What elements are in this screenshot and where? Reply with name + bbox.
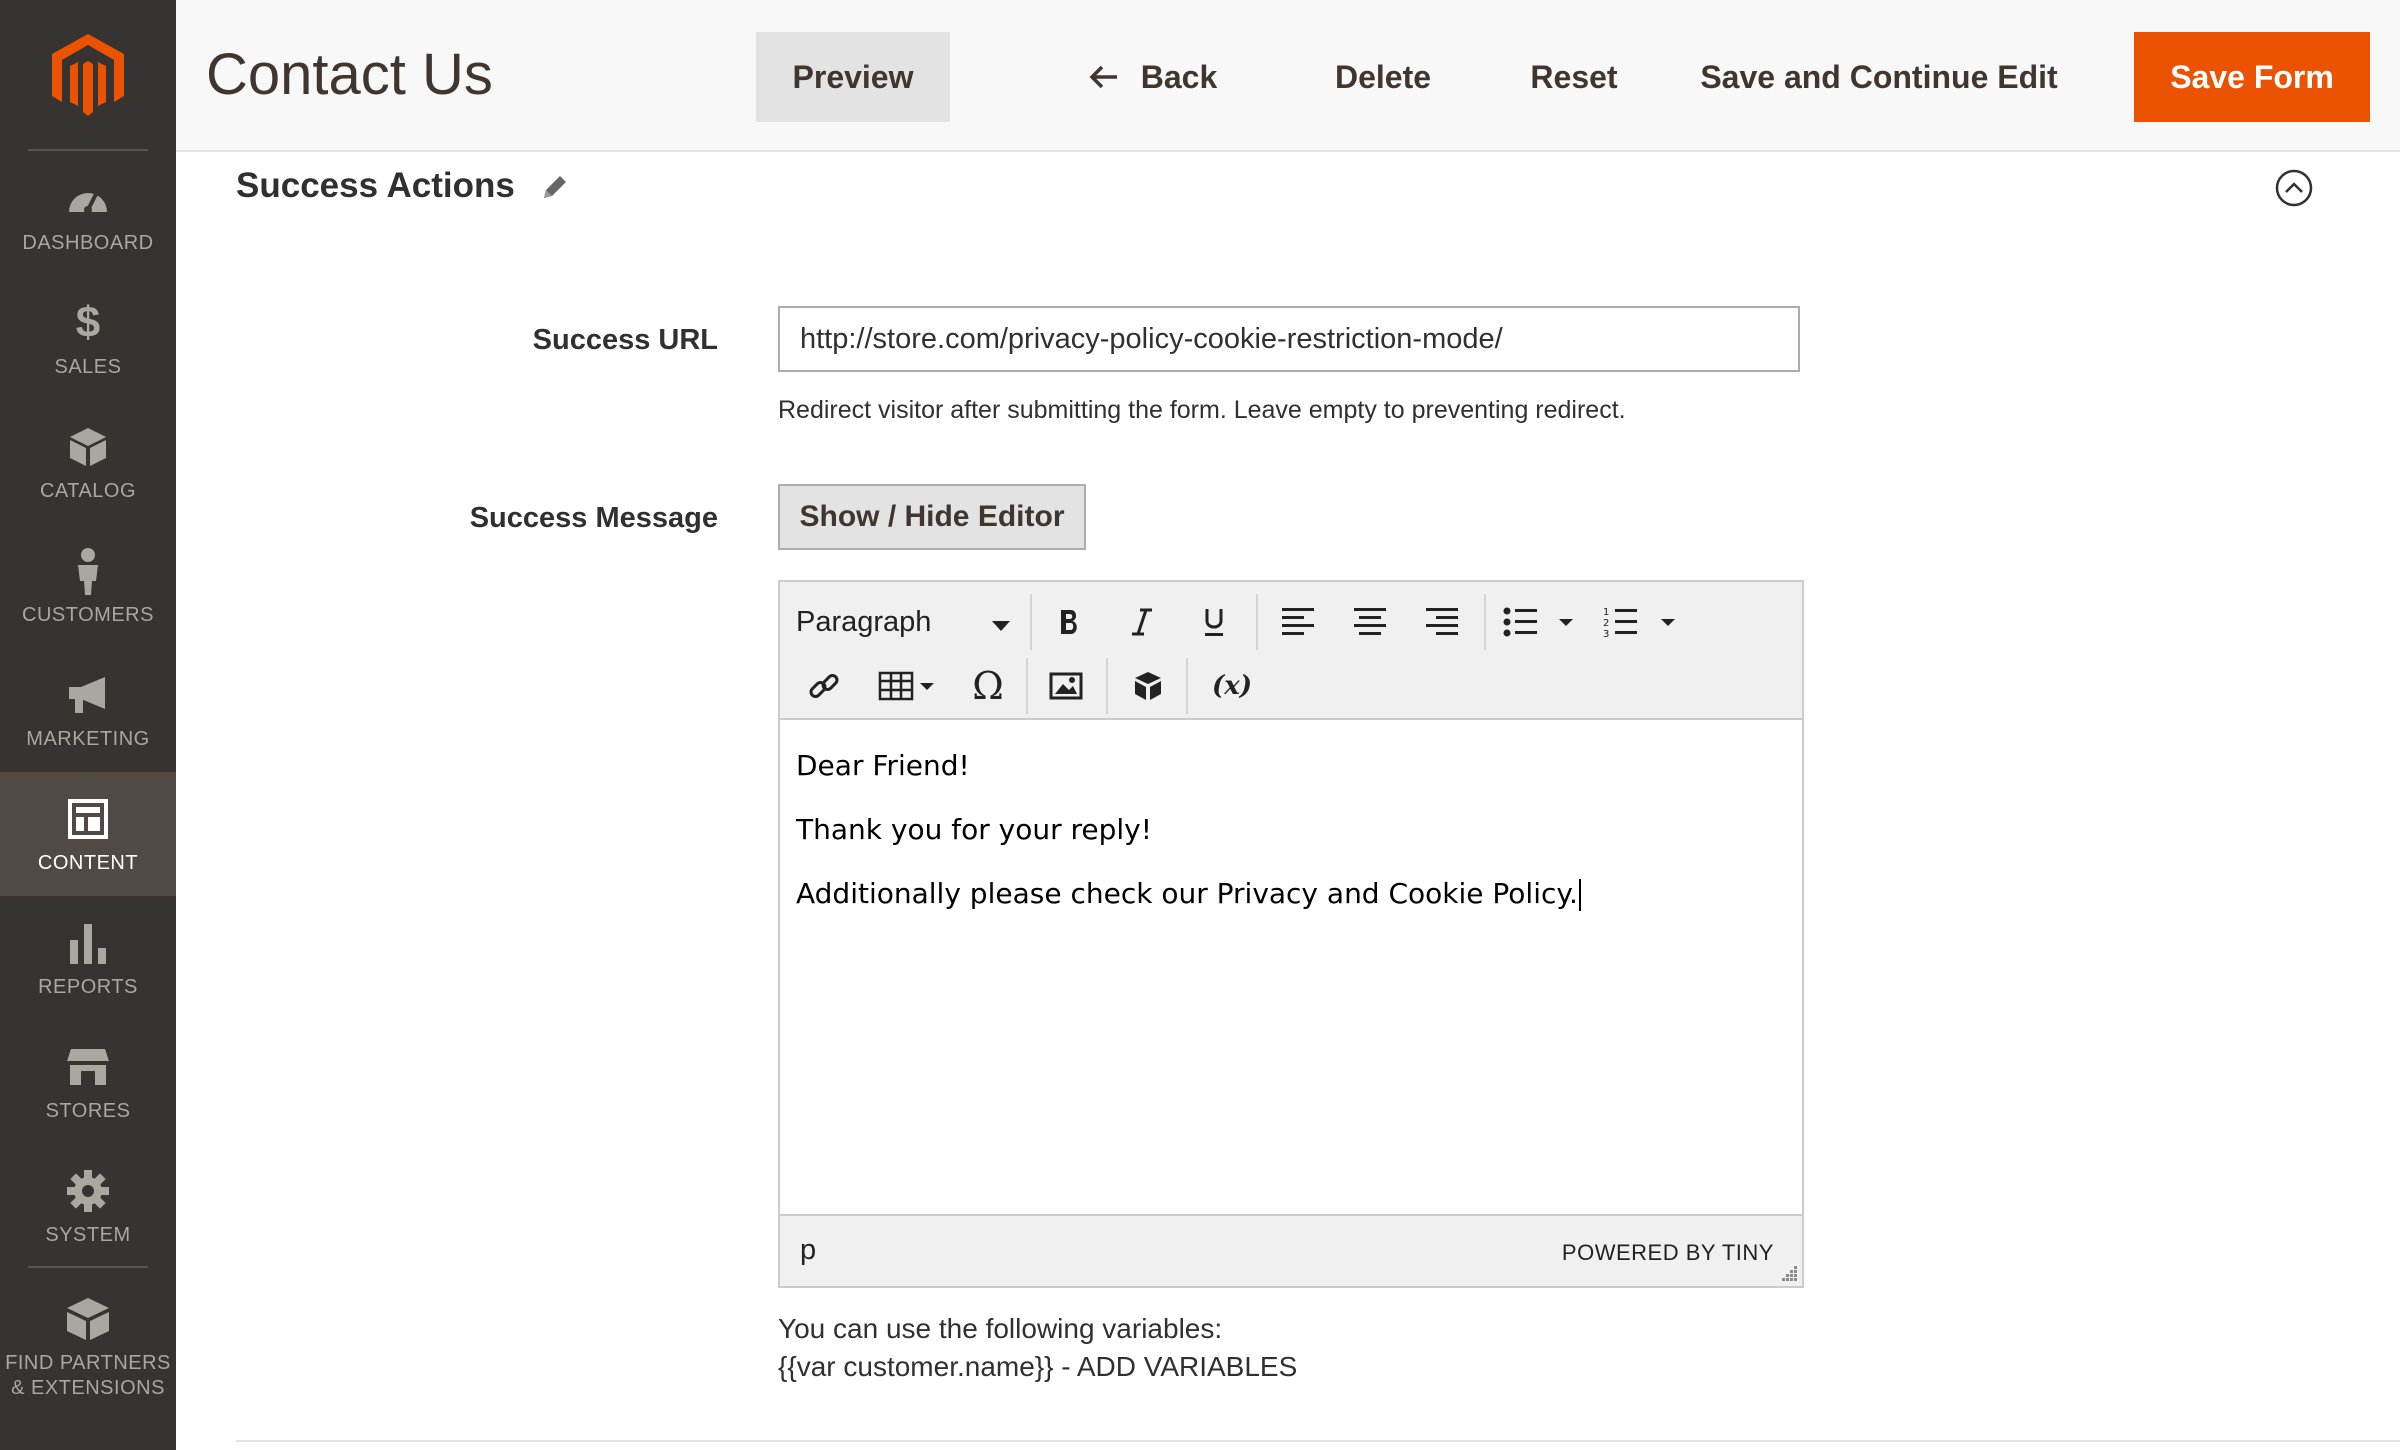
nav-label: MARKETING [26, 727, 150, 750]
insert-variable-icon[interactable]: (x) [1211, 671, 1253, 701]
toolbar-divider [1106, 658, 1108, 714]
success-url-input[interactable] [778, 306, 1800, 372]
back-button-label: Back [1140, 58, 1218, 95]
toolbar-divider [1026, 658, 1028, 714]
success-message-label: Success Message [469, 502, 718, 534]
page-title: Contact Us [206, 42, 493, 107]
italic-icon[interactable] [1114, 594, 1170, 650]
nav-item-catalog[interactable] [0, 400, 176, 524]
nav-label: CUSTOMERS [22, 603, 154, 626]
format-select-value: Paragraph [796, 605, 932, 638]
pencil-edit-icon[interactable] [538, 170, 572, 204]
wysiwyg-editor [778, 580, 1804, 1288]
nav-divider [28, 1266, 148, 1268]
nav-item-dashboard[interactable] [0, 152, 176, 276]
svg-text:3: 3 [1603, 629, 1610, 639]
success-url-label: Success URL [532, 324, 718, 356]
nav-label: REPORTS [38, 975, 138, 998]
element-path[interactable]: p [800, 1234, 817, 1266]
content-paragraph-cursor [796, 876, 1786, 912]
powered-by-link[interactable]: POWERED BY TINY [1561, 1240, 1774, 1265]
link-icon[interactable] [796, 658, 852, 714]
insert-widget-icon[interactable] [1120, 658, 1176, 714]
toolbar-divider [1186, 658, 1188, 714]
align-right-icon[interactable] [1414, 594, 1470, 650]
underline-icon[interactable] [1186, 594, 1242, 650]
align-center-icon[interactable] [1342, 594, 1398, 650]
back-button[interactable] [1080, 32, 1226, 122]
toolbar-divider [1484, 594, 1486, 650]
dollar-icon: $ [75, 297, 101, 347]
bold-icon[interactable] [1042, 594, 1098, 650]
admin-sidebar [0, 0, 176, 1450]
logo-divider [28, 149, 148, 151]
nav-item-customers[interactable] [0, 524, 176, 648]
preview-button[interactable]: Preview [756, 32, 950, 122]
special-character-omega-icon[interactable]: Ω [972, 664, 1004, 708]
dashboard-icon [62, 173, 114, 225]
nav-label: CONTENT [37, 851, 139, 874]
nav-item-content[interactable] [0, 772, 176, 896]
format-select[interactable] [796, 594, 1020, 650]
nav-label: CATALOG [39, 479, 137, 502]
page-header [176, 0, 2400, 152]
nav-label: STORES [45, 1099, 131, 1122]
success-url-note: Redirect visitor after submitting the form. Leave empty to preventing redirect. [778, 396, 1626, 424]
save-and-continue-button[interactable]: Save and Continue Edit [1686, 32, 2072, 122]
editor-statusbar [780, 1214, 1802, 1286]
nav-label: DASHBOARD [22, 231, 154, 254]
section-bottom-divider [236, 1440, 2400, 1442]
content-paragraph: Dear Friend! [796, 749, 970, 782]
delete-button[interactable]: Delete [1306, 32, 1460, 122]
variables-note-line: You can use the following variables: [778, 1313, 1223, 1344]
resize-handle-icon[interactable] [1782, 1266, 1798, 1282]
magento-logo-icon [50, 32, 126, 118]
show-hide-editor-button[interactable]: Show / Hide Editor [778, 484, 1086, 550]
text-cursor [1579, 879, 1581, 911]
toolbar-divider [1030, 594, 1032, 650]
customer-person-icon [62, 545, 114, 597]
megaphone-icon [62, 669, 114, 721]
nav-item-sales[interactable] [0, 276, 176, 400]
insert-image-icon[interactable] [1038, 658, 1094, 714]
caret-down-icon [992, 606, 1010, 639]
nav-label: SYSTEM [45, 1223, 131, 1246]
svg-text:1: 1 [1603, 607, 1610, 618]
nav-item-system[interactable] [0, 1144, 176, 1268]
collapse-section-icon[interactable] [2274, 168, 2314, 208]
editor-toolbar [780, 582, 1802, 720]
table-icon[interactable] [868, 658, 948, 714]
gear-icon [62, 1165, 114, 1217]
variables-note-line: {{var customer.name}} - ADD VARIABLES [778, 1351, 1298, 1382]
magento-logo[interactable] [0, 0, 176, 150]
content-paragraph: Thank you for your reply! [796, 813, 1152, 846]
arrow-left-icon [1089, 64, 1119, 90]
numbered-list-icon[interactable] [1596, 594, 1688, 650]
editor-content-area[interactable] [780, 722, 1802, 1212]
extension-blocks-icon [62, 1293, 114, 1345]
bullet-list-icon[interactable] [1496, 594, 1588, 650]
catalog-box-icon [62, 421, 114, 473]
svg-text:2: 2 [1603, 618, 1610, 629]
nav-label: FIND PARTNERS [5, 1352, 171, 1374]
nav-item-reports[interactable] [0, 896, 176, 1020]
save-form-button[interactable]: Save Form [2134, 32, 2370, 122]
nav-item-stores[interactable] [0, 1020, 176, 1144]
nav-label: SALES [54, 355, 122, 378]
toolbar-divider [1256, 594, 1258, 650]
reset-button[interactable]: Reset [1508, 32, 1640, 122]
nav-item-find-partners[interactable] [0, 1272, 176, 1422]
content-paragraph-text: Additionally please check our Privacy and Cookie Policy. [796, 877, 1578, 910]
storefront-icon [62, 1041, 114, 1093]
align-left-icon[interactable] [1270, 594, 1326, 650]
section-title[interactable]: Success Actions [236, 166, 515, 205]
nav-label: & EXTENSIONS [11, 1377, 165, 1399]
nav-item-marketing[interactable] [0, 648, 176, 772]
variables-note [778, 1310, 1297, 1386]
content-layout-icon [62, 793, 114, 845]
bar-chart-icon [62, 917, 114, 969]
